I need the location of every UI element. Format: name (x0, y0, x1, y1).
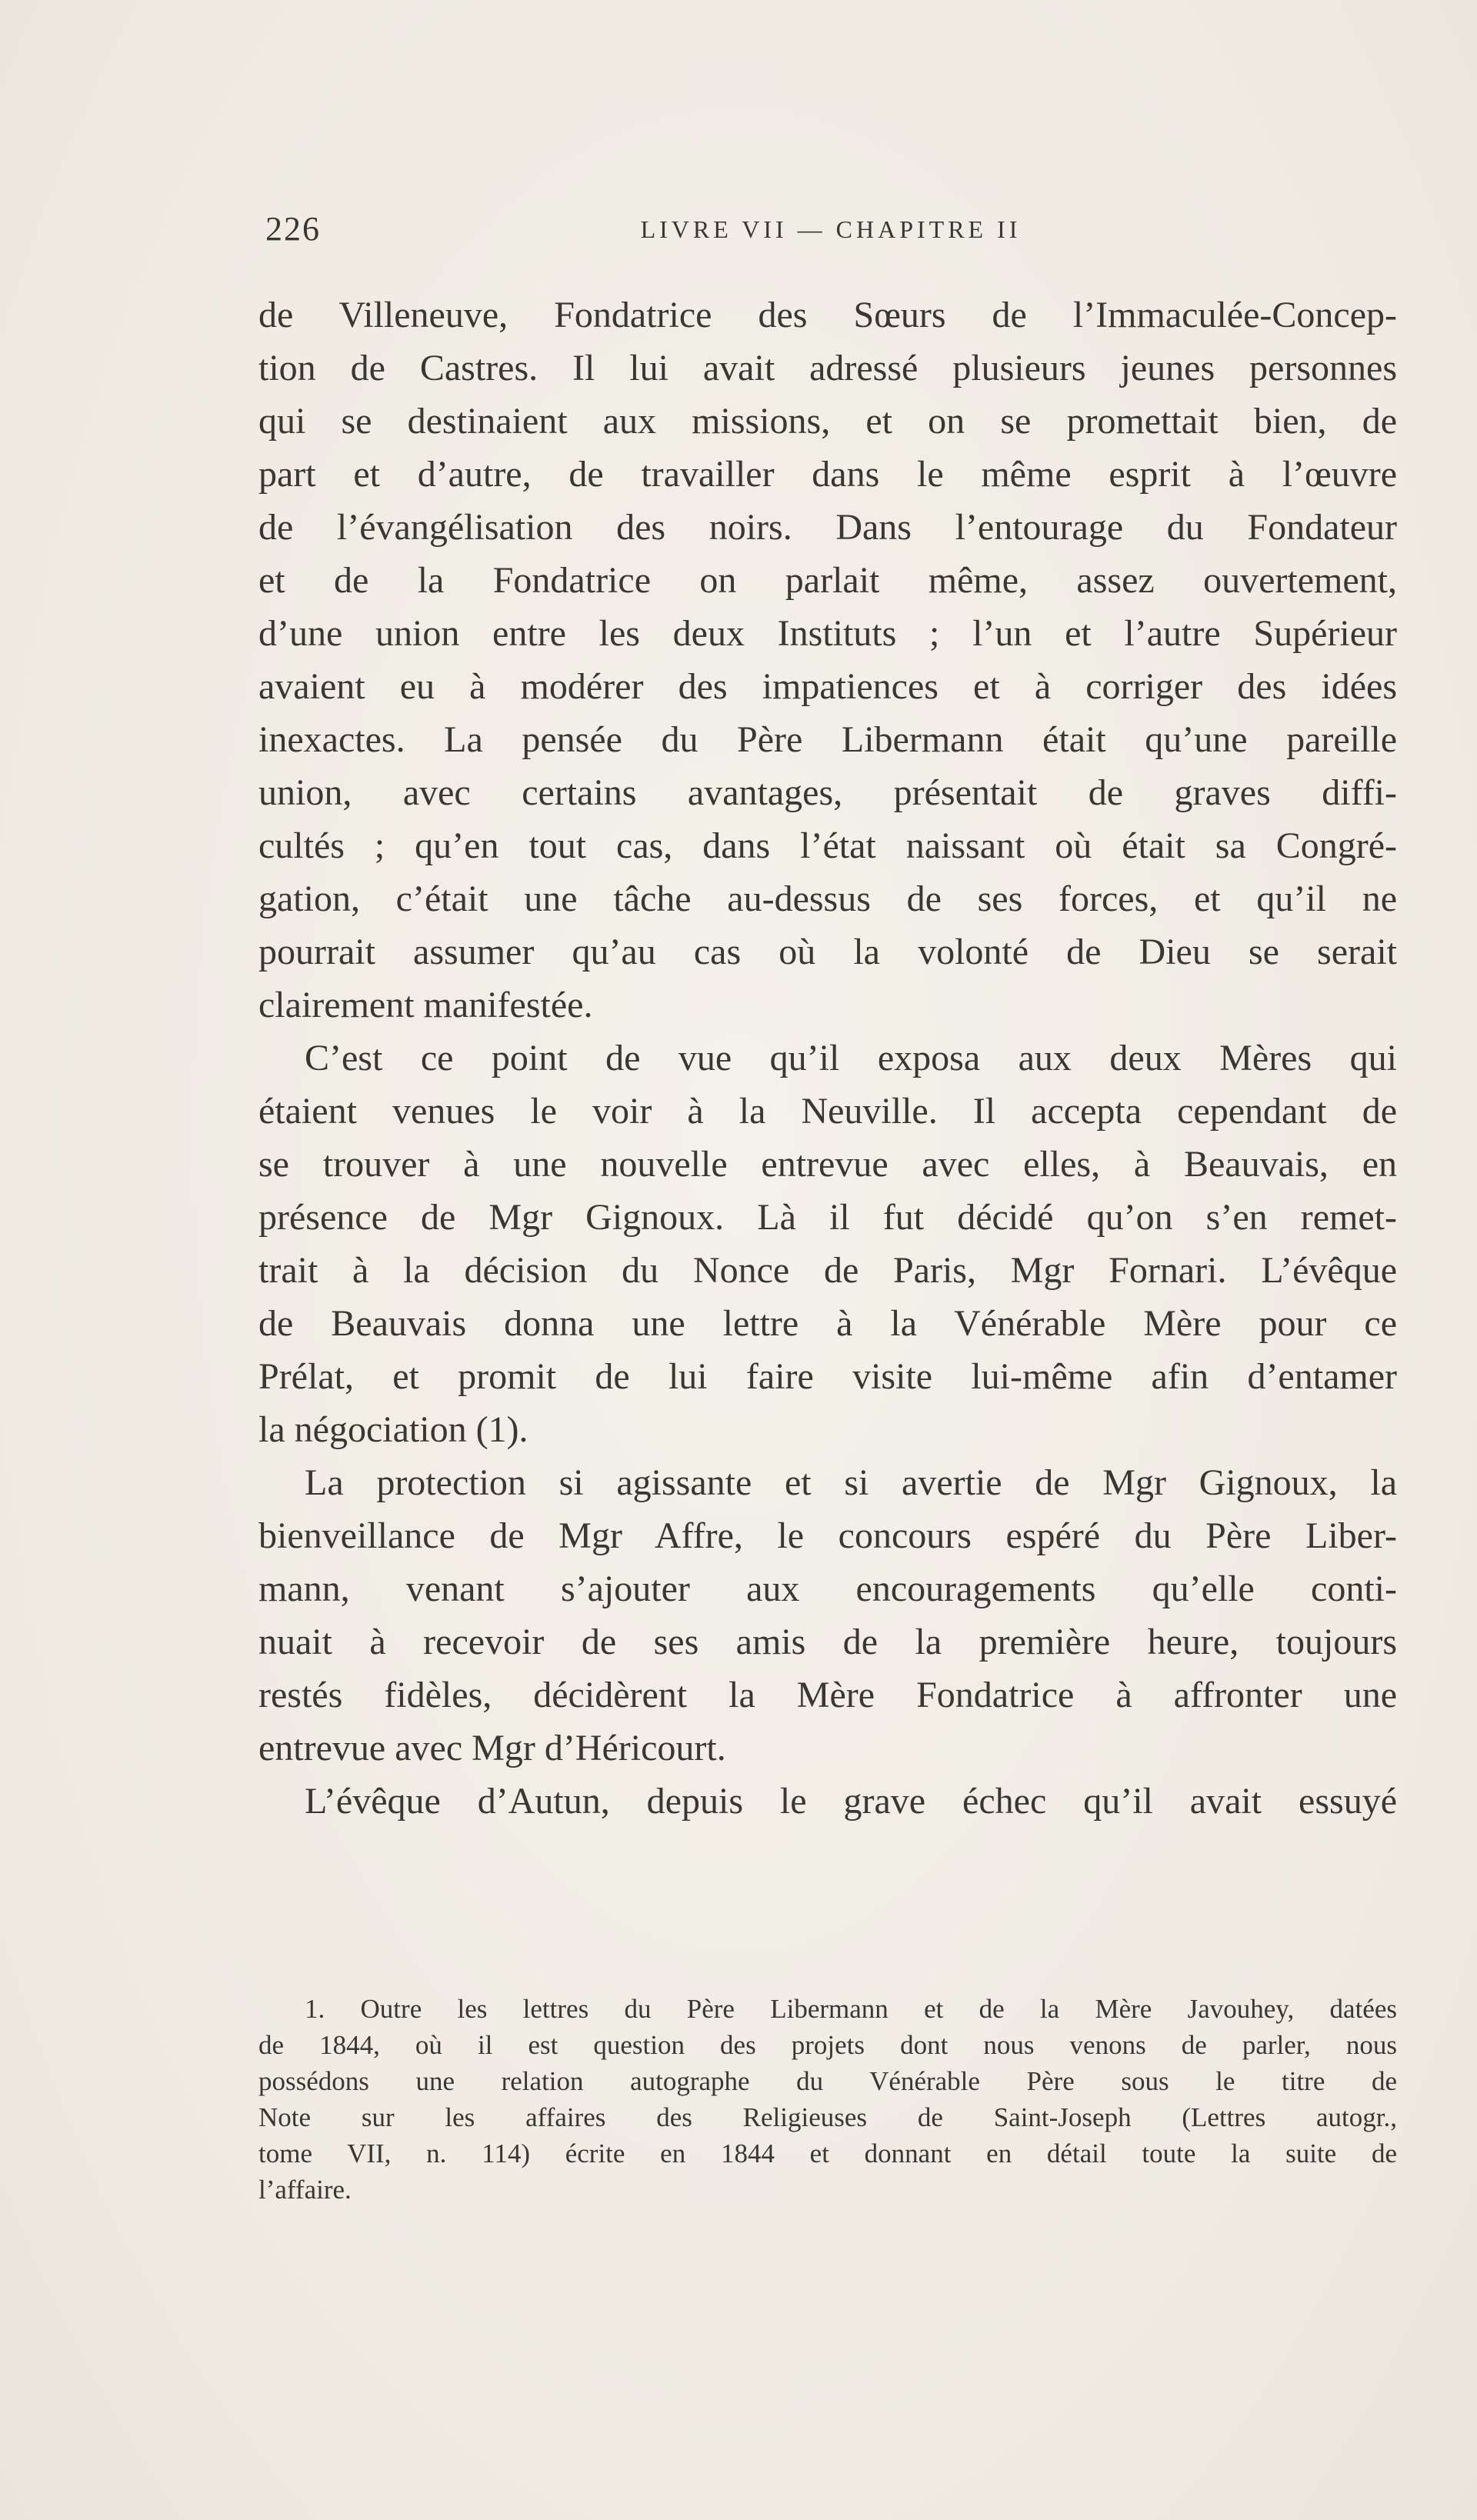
text-line: mann, venant s’ajouter aux encouragements qu’elle conti- (258, 1568, 1397, 1609)
footnote-line: 1. Outre les lettres du Père Libermann et de la Mère Javouhey, datées (305, 1994, 1397, 2024)
footnote-line: tome VII, n. 114) écrite en 1844 et donnant en détail toute la suite de (258, 2138, 1397, 2168)
text-line: C’est ce point de vue qu’il exposa aux deux Mères qui (305, 1038, 1397, 1078)
body-text (258, 288, 1397, 1828)
text-line: nuait à recevoir de ses amis de la première heure, toujours (258, 1622, 1397, 1662)
text-line: part et d’autre, de travailler dans le même esprit à l’œuvre (258, 454, 1397, 495)
text-line: entrevue avec Mgr d’Héricourt. (258, 1728, 726, 1768)
text-line: qui se destinaient aux missions, et on se promettait bien, de (258, 401, 1397, 442)
text-line: clairement manifestée. (258, 985, 593, 1025)
footnote-line: Note sur les affaires des Religieuses de Saint-Joseph (Lettres autogr., (258, 2102, 1397, 2132)
text-line: restés fidèles, décidèrent la Mère Fondatrice à affronter une (258, 1675, 1397, 1715)
text-line: avaient eu à modérer des impatiences et à corriger des idées (258, 666, 1397, 707)
text-line: bienveillance de Mgr Affre, le concours espéré du Père Liber- (258, 1515, 1397, 1556)
page-number: 226 (265, 210, 321, 248)
text-line: la négociation (1). (258, 1409, 528, 1450)
text-line: se trouver à une nouvelle entrevue avec elles, à Beauvais, en (258, 1144, 1397, 1185)
text-line: trait à la décision du Nonce de Paris, Mgr Fornari. L’évêque (258, 1250, 1397, 1291)
text-line: Prélat, et promit de lui faire visite lui-même afin d’entamer (258, 1356, 1397, 1397)
footnote-line: de 1844, où il est question des projets dont nous venons de parler, nous (258, 2030, 1397, 2060)
text-line: cultés ; qu’en tout cas, dans l’état naissant où était sa Congré- (258, 825, 1397, 866)
footnote-line: possédons une relation autographe du Vénérable Père sous le titre de (258, 2066, 1397, 2096)
text-line: présence de Mgr Gignoux. Là il fut décidé qu’on s’en remet- (258, 1197, 1397, 1238)
text-line: inexactes. La pensée du Père Libermann était qu’une pareille (258, 719, 1397, 760)
running-title: LIVRE VII — CHAPITRE II (640, 215, 1022, 243)
footnotes (258, 1991, 1397, 2208)
running-head (265, 209, 1396, 255)
text-line: union, avec certains avantages, présentait de graves diffi- (258, 772, 1397, 813)
text-line: d’une union entre les deux Instituts ; l’un et l’autre Supérieur (258, 613, 1397, 654)
text-line: de Beauvais donna une lettre à la Vénérable Mère pour ce (258, 1303, 1397, 1344)
footnote-line: l’affaire. (258, 2175, 352, 2205)
text-line: La protection si agissante et si avertie de Mgr Gignoux, la (305, 1462, 1397, 1503)
text-line: gation, c’était une tâche au-dessus de ses forces, et qu’il ne (258, 878, 1397, 919)
text-line: et de la Fondatrice on parlait même, assez ouvertement, (258, 560, 1397, 601)
text-line: tion de Castres. Il lui avait adressé plusieurs jeunes personnes (258, 348, 1397, 388)
text-line: de Villeneuve, Fondatrice des Sœurs de l’Immaculée-Concep- (258, 295, 1397, 335)
text-line: de l’évangélisation des noirs. Dans l’entourage du Fondateur (258, 507, 1397, 548)
text-line: pourrait assumer qu’au cas où la volonté de Dieu se serait (258, 932, 1397, 972)
text-line: étaient venues le voir à la Neuville. Il accepta cependant de (258, 1091, 1397, 1132)
text-line: L’évêque d’Autun, depuis le grave échec qu’il avait essuyé (305, 1781, 1397, 1822)
